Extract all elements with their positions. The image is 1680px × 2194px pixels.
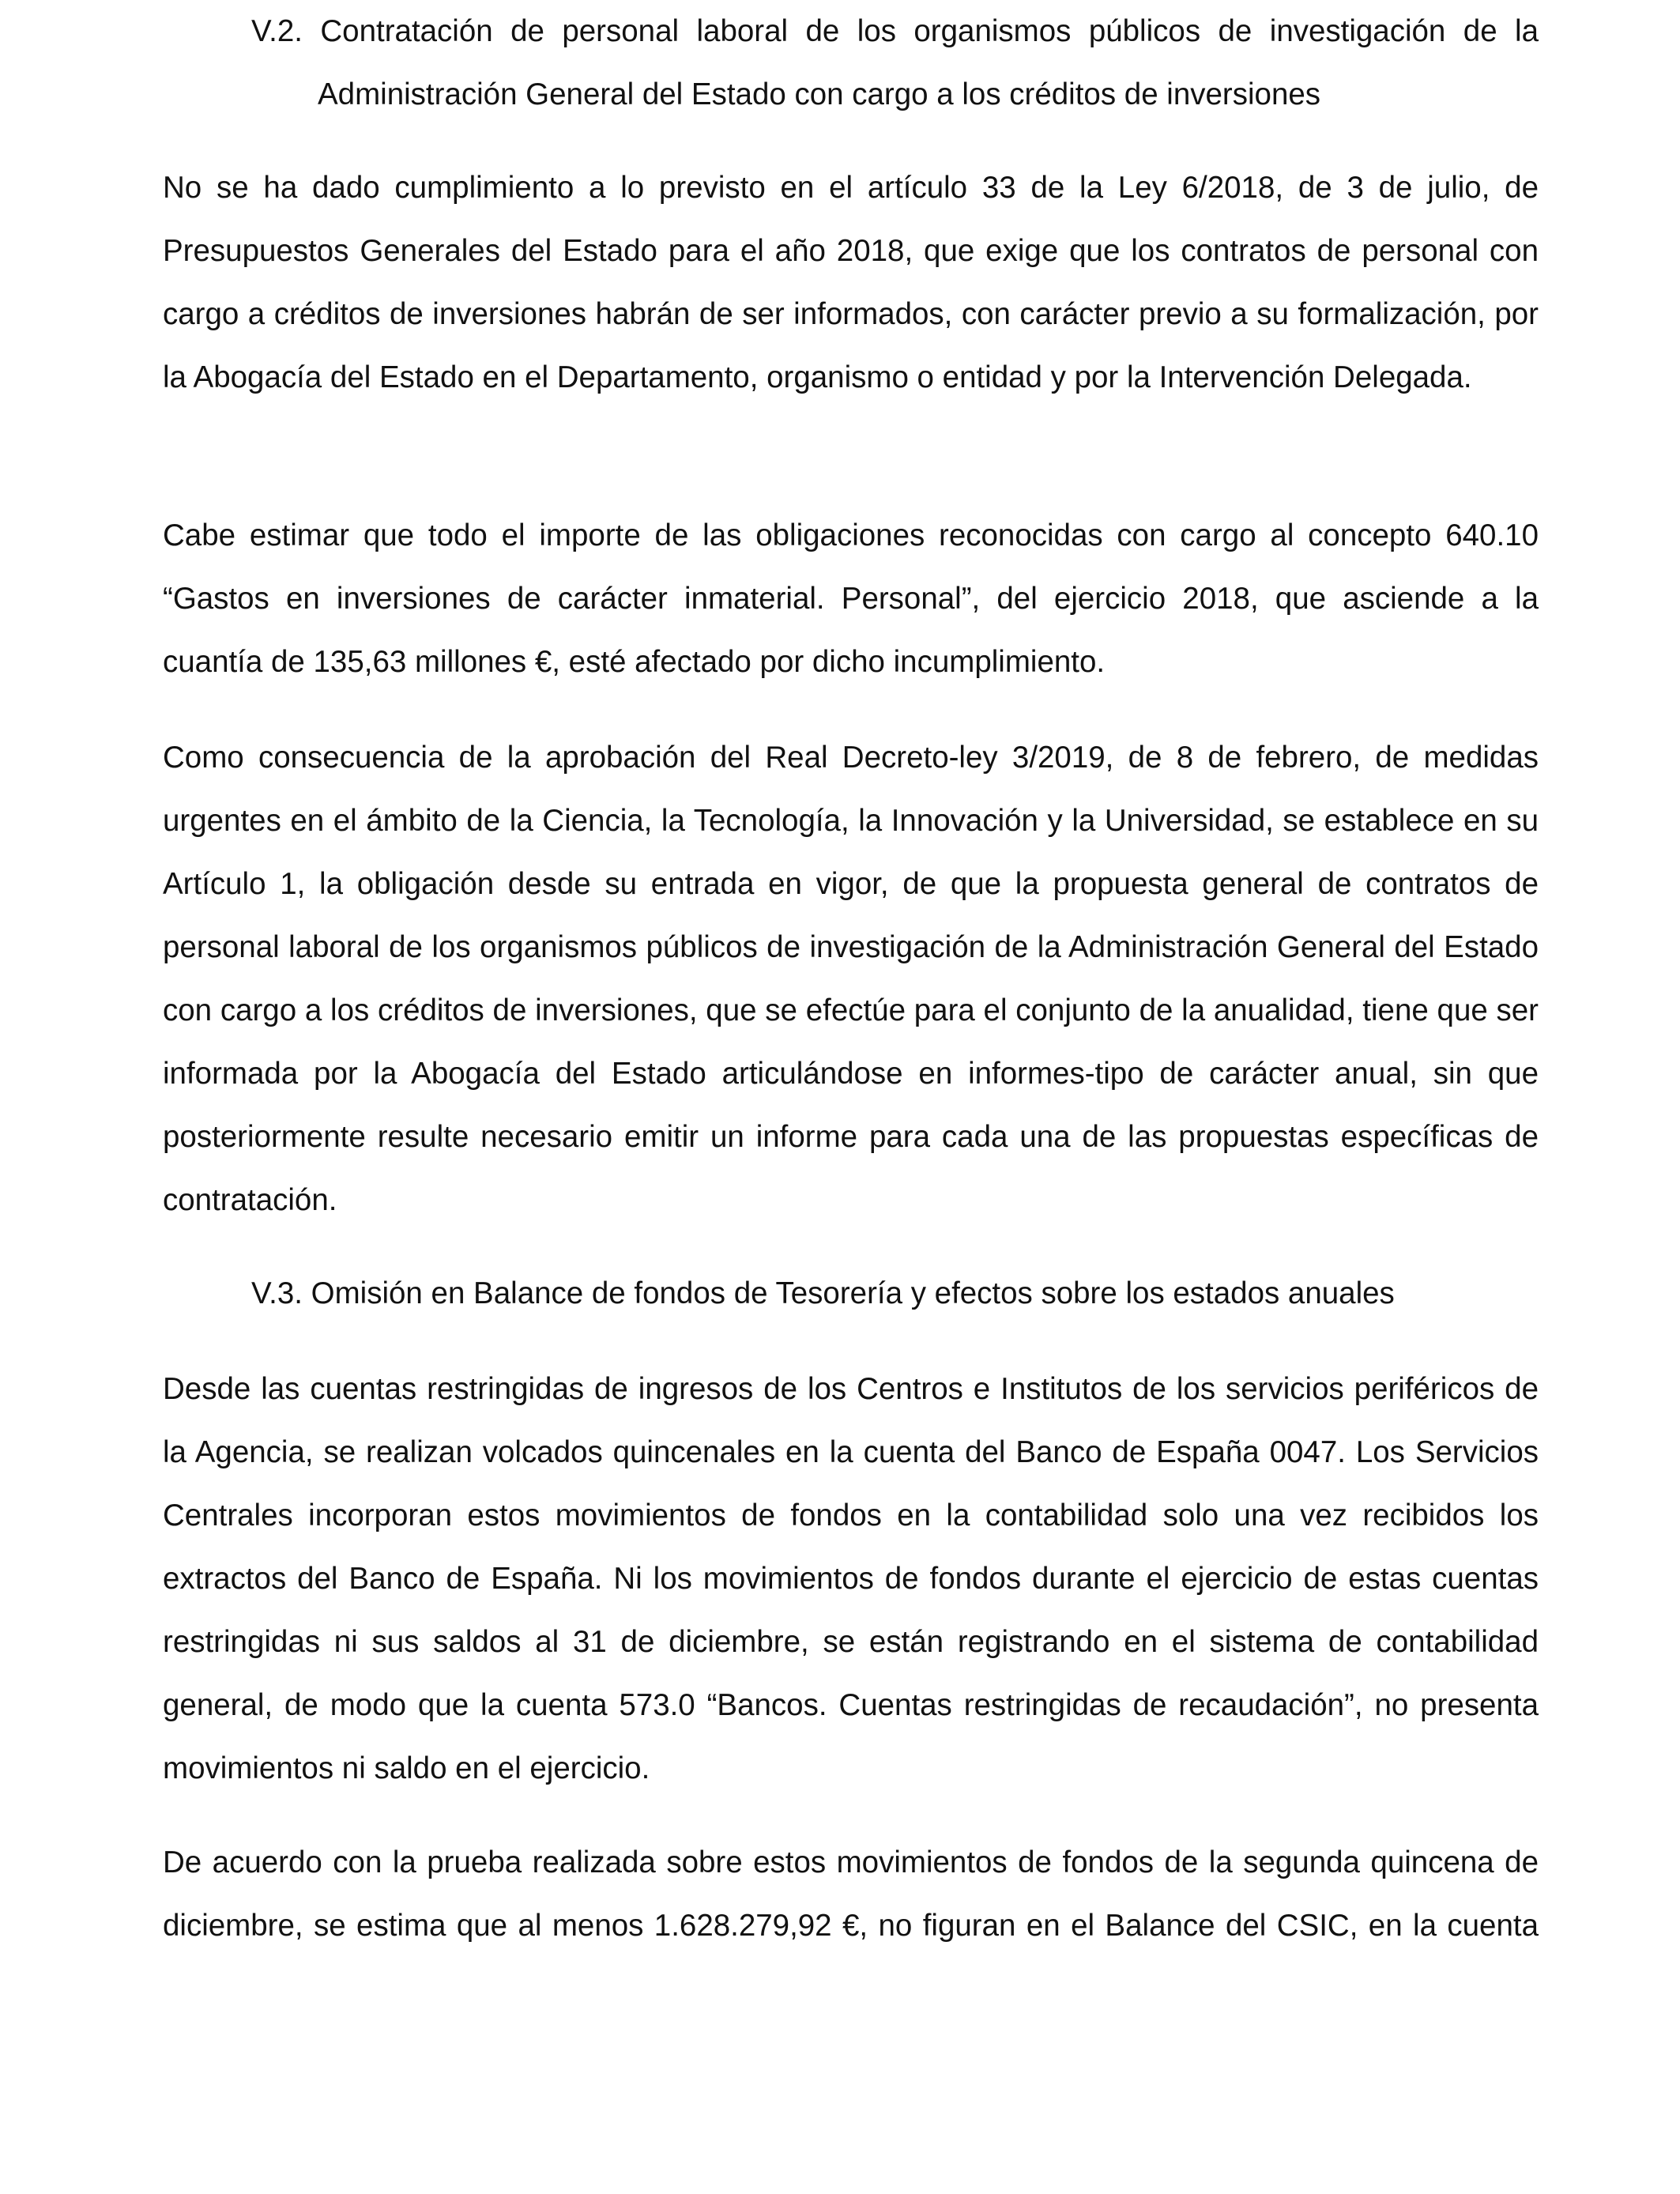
- paragraph-test-results: De acuerdo con la prueba realizada sobre estos movimientos de fondos de la segunda quincena de diciembre, se estima que al menos 1.628.279,92 €, no figuran en el Balance del CSIC, en la cuenta: [163, 1845, 1539, 1943]
- paragraph-royal-decree: Como consecuencia de la aprobación del Real Decreto-ley 3/2019, de 8 de febrero, de medidas urgentes en el ámbito de la Ciencia, la Tecnología, la Innovación y la Universidad, se establece en su Artículo 1, la obligación desde su entrada en vigor, de que la propuesta general de contratos de personal laboral de los organismos públicos de investigación de la Administración General del Estado con cargo a los créditos de inversiones, que se efectúe para el conjunto de la anualidad, tiene que ser informada por la Abogacía del Estado articulándose en informes-tipo de carácter anual, sin que posteriormente resulte necesario emitir un informe para cada una de las propuestas específicas de contratación.: [163, 741, 1539, 1217]
- paragraph-article-33-compliance: No se ha dado cumplimiento a lo previsto en el artículo 33 de la Ley 6/2018, de 3 de julio, de Presupuestos Generales del Estado para el año 2018, que exige que los contratos de personal con cargo a créditos de inversiones habrán de ser informados, con carácter previo a su formalización, por la Abogacía del Estado en el Departamento, organismo o entidad y por la Intervención Delegada.: [163, 171, 1539, 394]
- section-heading-v2-line2: Administración General del Estado con cargo a los créditos de inversiones: [318, 77, 1321, 111]
- section-heading-v2: [251, 0, 1539, 126]
- section-heading-v3: V.3. Omisión en Balance de fondos de Tesorería y efectos sobre los estados anuales: [251, 1276, 1395, 1310]
- paragraph-obligations-estimate: Cabe estimar que todo el importe de las obligaciones reconocidas con cargo al concepto 640.10 “Gastos en inversiones de carácter inmaterial. Personal”, del ejercicio 2018, que asciende a la cuantía de 135,63 millones €, esté afectado por dicho incumplimiento.: [163, 518, 1539, 679]
- section-heading-v2-line1: V.2. Contratación de personal laboral de los organismos públicos de investigación de la: [251, 14, 1539, 48]
- paragraph-restricted-accounts: Desde las cuentas restringidas de ingresos de los Centros e Institutos de los servicios periféricos de la Agencia, se realizan volcados quincenales en la cuenta del Banco de España 0047. Los Servicios Centrales incorporan estos movimientos de fondos en la contabilidad solo una vez recibidos los extractos del Banco de España. Ni los movimientos de fondos durante el ejercicio de estas cuentas restringidas ni sus saldos al 31 de diciembre, se están registrando en el sistema de contabilidad general, de modo que la cuenta 573.0 “Bancos. Cuentas restringidas de recaudación”, no presenta movimientos ni saldo en el ejercicio.: [163, 1372, 1539, 1785]
